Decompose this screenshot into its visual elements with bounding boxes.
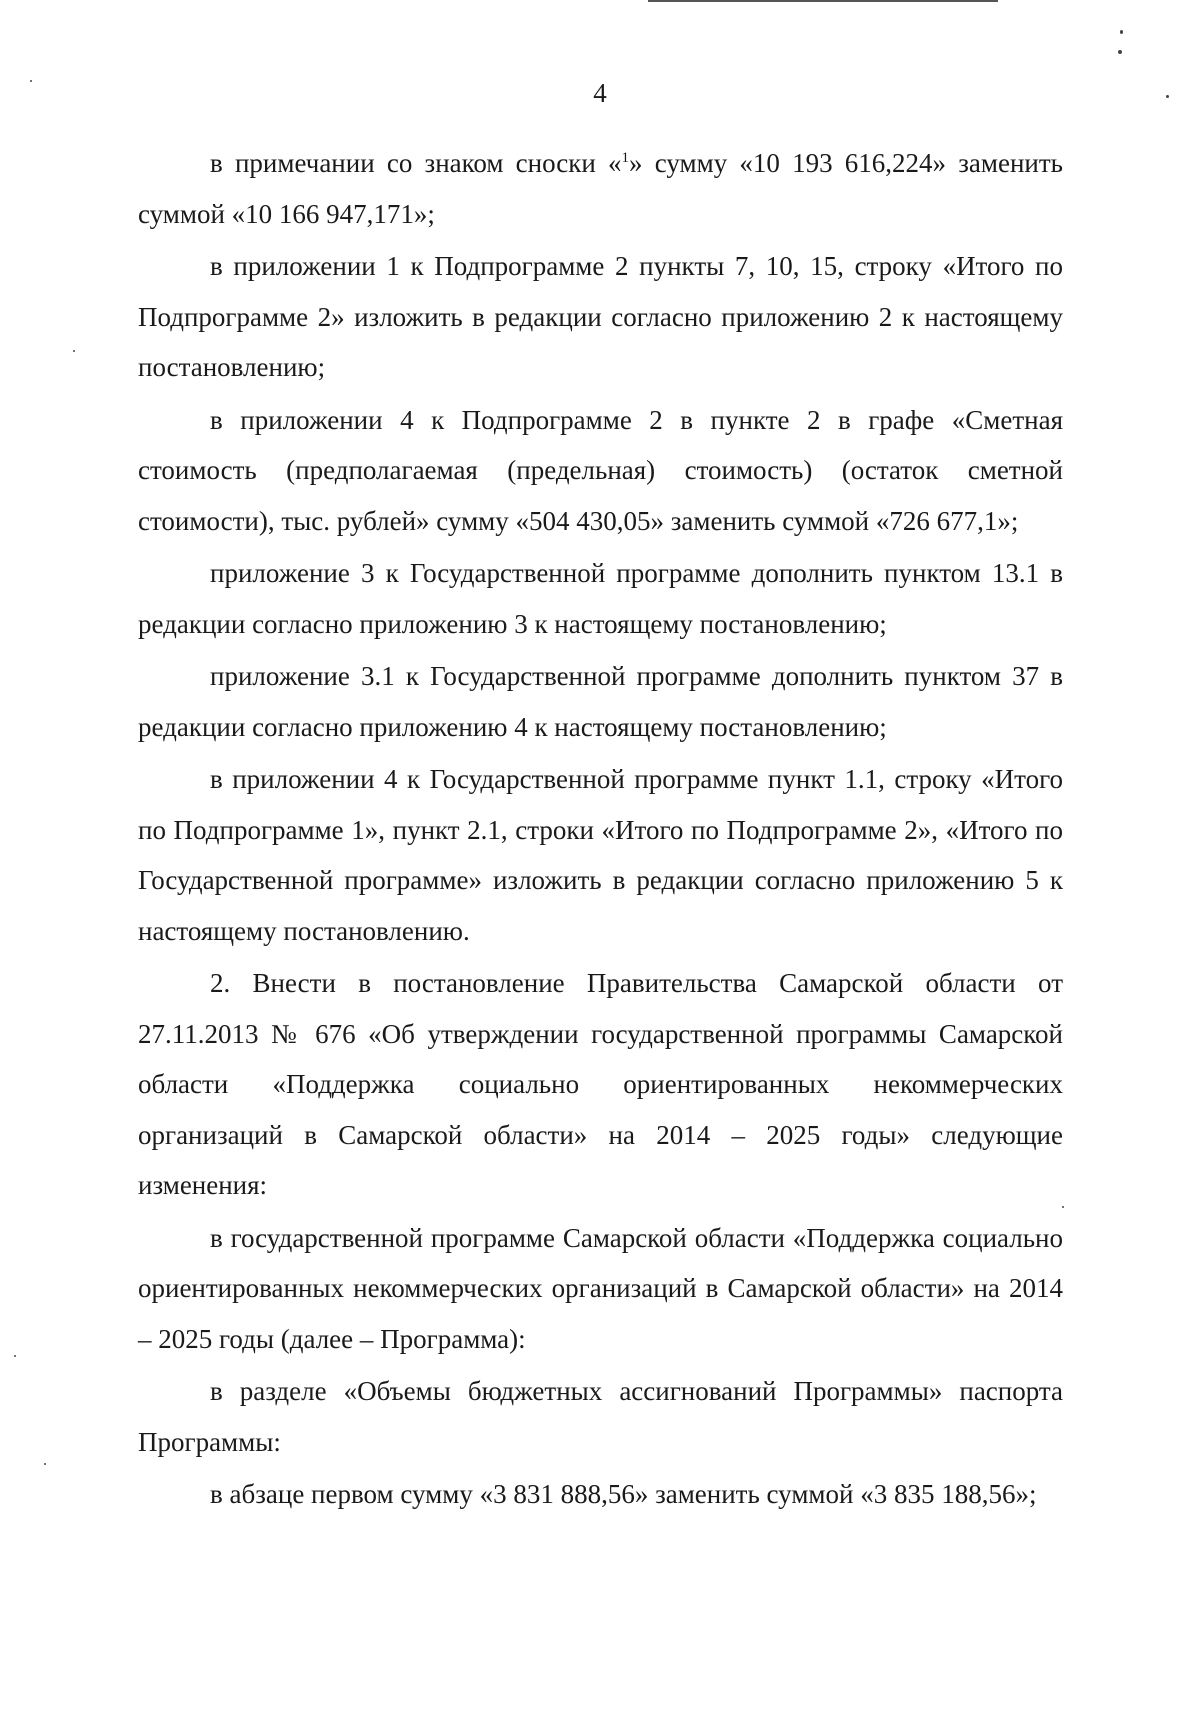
page-number: 4 <box>593 78 607 108</box>
paragraph-text-end: » сумму «10 193 616,224» заменить суммой «10 166 947,171»; <box>138 148 1063 229</box>
section-number: 2. <box>210 968 231 998</box>
footnote-mark: 1 <box>621 150 630 166</box>
scan-speck <box>1120 30 1123 34</box>
paragraph-appendix4-amendment: в приложении 4 к Подпрограмме 2 в пункте 2 в графе «Сметная стоимость (предполагаемая (предельная) стоимость) (остаток сметной стоимости), тыс. рублей» сумму «504 430,05» заменить суммой «726 677,1»; <box>138 404 1063 536</box>
paragraph-text-start: в примечании со знаком сноски « <box>210 148 622 178</box>
scan-speck <box>1166 95 1169 98</box>
paragraph-program-intro: в государственной программе Самарской области «Поддержка социально ориентированных некоммерческих организаций в Самарской области» на 2014 – 2025 годы (далее – Программа): <box>138 1222 1063 1354</box>
scan-speck <box>1118 50 1122 54</box>
paragraph-appendix4-gp-amendment: в приложении 4 к Государственной программе пункт 1.1, строку «Итого по Подпрограмме 1», пункт 2.1, строки «Итого по Подпрограмме 2», «Итого по Государственной программе» изложить в редакции согласно приложению 5 к настоящему постановлению. <box>138 764 1063 946</box>
scan-speck <box>73 350 75 352</box>
scan-speck <box>30 80 32 82</box>
scan-speck <box>14 1355 16 1357</box>
paragraph-footnote-amendment <box>138 138 1063 239</box>
paragraph-appendix3-addition: приложение 3 к Государственной программе дополнить пунктом 13.1 в редакции согласно приложению 3 к настоящему постановлению; <box>138 558 1063 639</box>
paragraph-budget-section: в разделе «Объемы бюджетных ассигнований Программы» паспорта Программы: <box>138 1376 1063 1457</box>
paragraph-appendix3-1-addition: приложение 3.1 к Государственной программе дополнить пунктом 37 в редакции согласно приложению 4 к настоящему постановлению; <box>138 661 1063 742</box>
document-body <box>138 138 1063 1522</box>
section-text: Внести в постановление Правительства Самарской области от 27.11.2013 № 676 «Об утверждении государственной программы Самарской области «Поддержка социально ориентированных некоммерческих организаций в Самарской области» на 2014 – 2025 годы» следующие изменения: <box>138 968 1063 1200</box>
paragraph-appendix1-amendment: в приложении 1 к Подпрограмме 2 пункты 7, 10, 15, строку «Итого по Подпрограмме 2» изложить в редакции согласно приложению 2 к настоящему постановлению; <box>138 251 1063 382</box>
scan-speck <box>44 1463 46 1465</box>
scan-speck <box>1062 1206 1064 1208</box>
paragraph-section-2 <box>138 958 1063 1211</box>
paragraph-first-abzac: в абзаце первом сумму «3 831 888,56» заменить суммой «3 835 188,56»; <box>210 1479 1037 1509</box>
scan-top-edge-line <box>648 0 998 2</box>
